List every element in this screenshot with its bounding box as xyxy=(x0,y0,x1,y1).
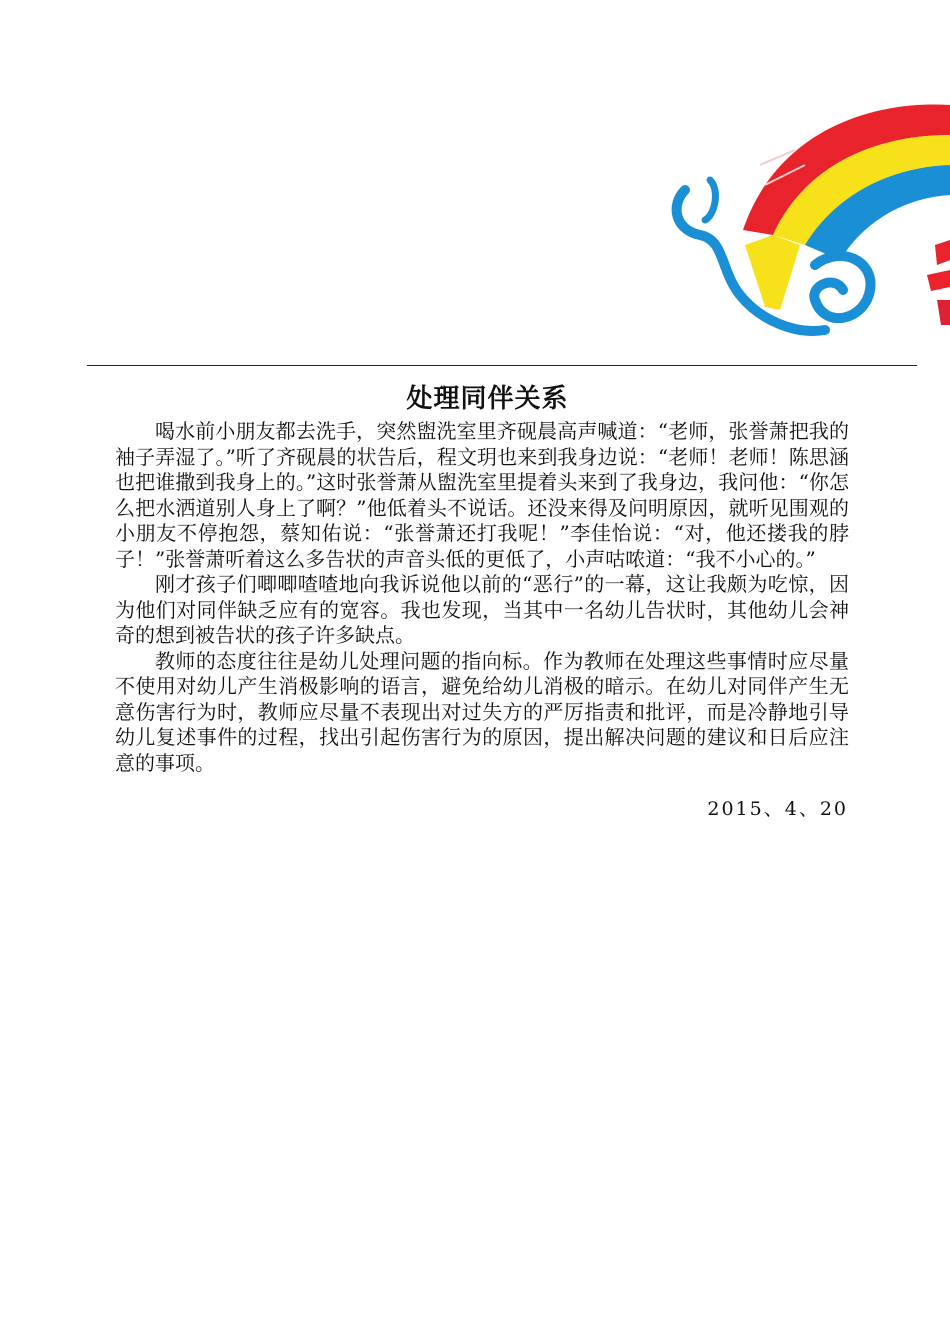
document-title: 处理同伴关系 xyxy=(406,384,569,414)
document-body xyxy=(115,419,849,776)
rainbow-swan-logo-icon xyxy=(665,95,950,355)
paragraph-1: 喝水前小朋友都去洗手，突然盥洗室里齐砚晨高声喊道：“老师，张誉萧把我的袖子弄湿了。”听了齐砚晨的状告后，程文玥也来到我身边说：“老师！老师！陈思涵也把谁撒到我身上的。”这时张誉萧从盥洗室里提着头来到了我身边，我问他：“你怎么把水洒道别人身上了啊？”他低着头不说话。还没来得及问明原因，就听见围观的小朋友不停抱怨，蔡知佑说：“张誉萧还打我呢！”李佳怡说：“对，他还搂我的脖子！”张誉萧听着这么多告状的声音头低的更低了，小声咕哝道：“我不小心的。” xyxy=(115,419,849,571)
header-divider xyxy=(87,365,917,366)
paragraph-2: 刚才孩子们唧唧喳喳地向我诉说他以前的“恶行”的一幕，这让我颇为吃惊，因为他们对同伴缺乏应有的宽容。我也发现，当其中一名幼儿告状时，其他幼儿会神奇的想到被告状的孩子许多缺点。 xyxy=(115,572,849,647)
paragraph-3: 教师的态度往往是幼儿处理问题的指向标。作为教师在处理这些事情时应尽量不使用对幼儿产生消极影响的语言，避免给幼儿消极的暗示。在幼儿对同伴产生无意伤害行为时，教师应尽量不表现出对过失方的严厉指责和批评，而是冷静地引导幼儿复述事件的过程，找出引起伤害行为的原因，提出解决问题的建议和日后应注意的事项。 xyxy=(115,648,849,775)
document-date: 2015、4、20 xyxy=(707,798,848,820)
